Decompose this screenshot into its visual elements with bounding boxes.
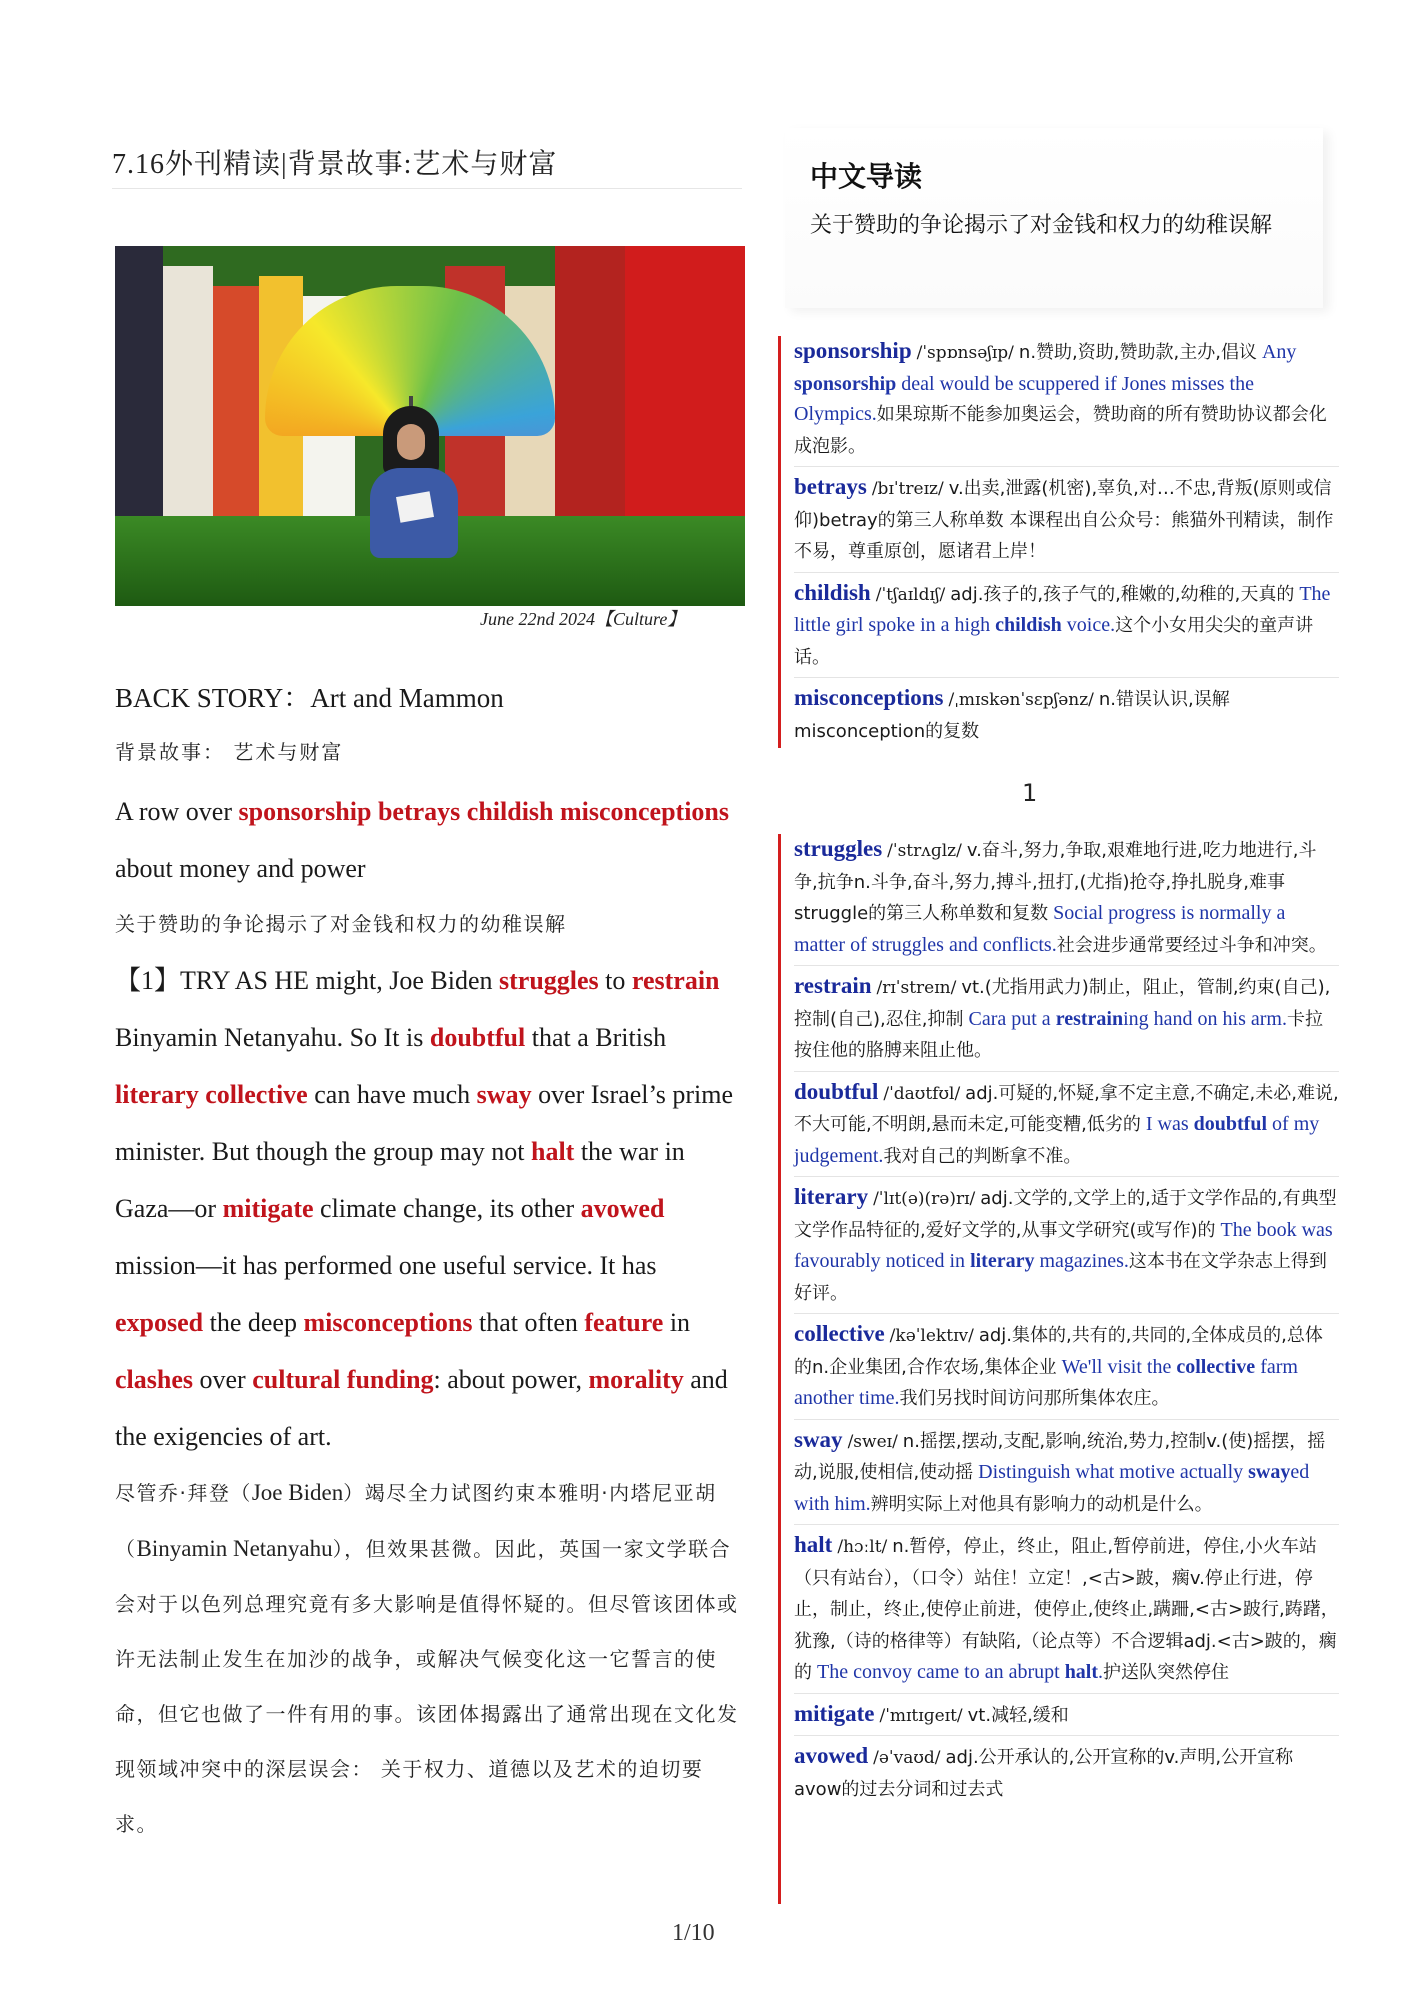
text-run: that often	[472, 1308, 585, 1337]
text-run: climate change, its other	[313, 1194, 581, 1223]
vocab-translation: 辨明实际上对他具有影响力的动机是什么。	[870, 1493, 1213, 1515]
keyword: sponsorship	[238, 797, 372, 826]
vocab-entry	[794, 1699, 1339, 1732]
vocab-word: childish	[794, 579, 871, 605]
vocab-entry	[794, 1741, 1339, 1805]
vocab-definition: n.摇摆,摆动,支配,影响,统治,势力,控制v.(使)摇摆，摇动,说服,使相信,使动摇	[794, 1430, 1326, 1483]
vocab-example: Any	[1261, 341, 1297, 363]
vocab-phonetic: /əˈvaʊd/	[873, 1748, 941, 1768]
document-title: 7.16外刊精读|背景故事:艺术与财富	[112, 149, 558, 180]
entry-divider	[794, 466, 1339, 467]
text-run: and the exigencies of art.	[115, 1365, 728, 1451]
keyword: restrain	[631, 966, 720, 995]
text-run: to	[598, 966, 632, 995]
vocab-example: The little girl spoke in a high	[794, 582, 1331, 636]
article-title-cn: 背景故事： 艺术与财富	[115, 740, 344, 764]
vocab-example: I was	[1145, 1113, 1194, 1135]
vocab-translation: 这个小女用尖尖的童声讲话。	[794, 615, 1314, 668]
vocab-example: collective	[1176, 1355, 1256, 1378]
vocab-entry	[794, 1425, 1339, 1521]
vocab-phonetic: /ˈspɒnsəʃɪp/	[916, 343, 1014, 363]
keyword: sway	[476, 1080, 532, 1109]
text-run: over	[193, 1365, 253, 1394]
article-subtitle	[115, 783, 740, 897]
book-spine-2	[163, 266, 213, 536]
vocab-example: halt	[1064, 1661, 1099, 1683]
vocab-definition: n.暂停，停止，终止，阻止,暂停前进，停住,小火车站（只有站台），（口令）站住！立定！,<古>跛，瘸v.停止行进，停止，制止，终止,使停止前进，使停止,使终止,蹒跚,<古>跛行,踌躇，犹豫,（诗的格律等）有缺陷,（论点等）不合逻辑adj.<古>跛的，瘸的	[794, 1536, 1339, 1683]
vocab-phonetic: /ˈlɪt(ə)(rə)rɪ/	[873, 1189, 976, 1209]
vocab-block-1	[778, 336, 1339, 748]
reader-face	[397, 424, 425, 460]
vocab-phonetic: /ˈdaʊtfʊl/	[883, 1083, 961, 1104]
entry-divider	[794, 965, 1339, 966]
vocab-example: Social progress is normally a matter of struggles and conflicts.	[794, 902, 1286, 956]
entry-divider	[794, 1176, 1339, 1177]
vocab-phonetic: /ˈstrʌɡlz/	[887, 841, 962, 861]
entry-divider	[794, 677, 1339, 678]
vocab-phonetic: /hɔːlt/	[837, 1537, 888, 1557]
text-run: over Israel’s prime minister. But though the group may not	[115, 1080, 734, 1166]
vocab-entry	[794, 1182, 1339, 1309]
latin-name: Binyamin Netanyahu	[136, 1536, 333, 1561]
article-subtitle-cn: 关于赞助的争论揭示了对金钱和权力的幼稚误解	[115, 912, 567, 936]
vocab-example: magazines.	[1034, 1250, 1129, 1272]
text-run: : about power,	[433, 1365, 589, 1394]
vocab-example: The convoy came to an abrupt	[817, 1661, 1065, 1683]
vocab-example: restrain	[1055, 1007, 1124, 1030]
keyword: misconceptions	[560, 797, 729, 826]
vocab-definition: n.错误认识,误解 misconception的复数	[794, 689, 1230, 742]
latin-name: Joe Biden	[251, 1480, 344, 1505]
vocab-phonetic: /bɪˈtreɪz/	[871, 479, 944, 499]
vocab-example: farm another time.	[794, 1355, 1298, 1409]
vocab-word: sway	[794, 1426, 843, 1452]
vocab-example: deal would be scuppered if Jones misses the Olympics.	[794, 372, 1254, 425]
vocab-example: ed with him.	[794, 1461, 1310, 1515]
vocab-phonetic: /kəˈlektɪv/	[889, 1326, 974, 1346]
article-body	[115, 783, 740, 1852]
keyword: struggles	[499, 966, 599, 995]
guide-text: 关于赞助的争论揭示了对金钱和权力的幼稚误解	[810, 213, 1273, 238]
vocab-definition: v.出卖,泄露(机密),辜负,对…不忠,背叛(原则或信仰)betray的第三人称单数 本课程出自公众号：熊猫外刊精读，制作不易，尊重原创，愿诸君上岸！	[794, 478, 1334, 562]
vocab-word: struggles	[794, 836, 883, 861]
vocab-word: mitigate	[794, 1700, 875, 1726]
vocab-phonetic: /rɪˈstreɪn/	[876, 978, 957, 998]
vocab-phonetic: /ˌmɪskənˈsɛpʃənz/	[948, 690, 1094, 710]
vocab-word: collective	[794, 1321, 885, 1346]
guide-title: 中文导读	[810, 160, 923, 193]
vocab-example: sway	[1248, 1461, 1291, 1483]
text-run: the war in Gaza—or	[115, 1137, 685, 1223]
vocab-word: betrays	[794, 474, 867, 499]
text-run: 【1】TRY AS HE might, Joe Biden	[115, 966, 499, 995]
vocab-example: The book was favourably noticed in	[794, 1218, 1333, 1272]
entry-divider	[794, 1693, 1339, 1694]
text-run: the deep	[203, 1308, 304, 1337]
vocab-block-2	[778, 834, 1339, 1904]
page-number: 1/10	[672, 1920, 715, 1946]
book-spine-8	[555, 246, 625, 536]
vocab-definition: adj.集体的,共有的,共同的,全体成员的,总体的n.企业集团,合作农场,集体企业	[794, 1325, 1323, 1378]
image-caption: June 22nd 2024【Culture】	[480, 609, 686, 629]
vocab-example: Cara put a	[968, 1007, 1056, 1030]
vocab-entry	[794, 578, 1339, 674]
text-run: Binyamin Netanyahu. So It is	[115, 1023, 430, 1052]
paragraph-1-en	[115, 952, 740, 1465]
keyword: literary	[115, 1080, 199, 1109]
paragraph-1-cn	[115, 1465, 740, 1852]
text-run: mission—it has performed one useful service. It has	[115, 1251, 657, 1280]
cn-run: 尽管乔·拜登（	[115, 1481, 252, 1505]
vocab-word: restrain	[794, 973, 872, 998]
text-run: can have much	[307, 1080, 477, 1109]
vocab-word: sponsorship	[794, 338, 912, 363]
vocab-word: halt	[794, 1532, 833, 1557]
entry-divider	[794, 572, 1339, 573]
keyword: collective	[205, 1080, 308, 1109]
article-title-en: BACK STORY：Art and Mammon	[115, 683, 504, 713]
keyword: cultural funding	[252, 1365, 434, 1394]
vocab-definition: adj.公开承认的,公开宣称的v.声明,公开宣称avow的过去分词和过去式	[794, 1747, 1294, 1800]
title-divider	[112, 188, 742, 189]
cn-run: ），但效果甚微。因此，英国一家文学联合会对于以色列总理究竟有多大影响是值得怀疑的。但尽管该团体或许无法制止发生在加沙的战争，或解决气候变化这一它誓言的使命，但它也做了一件有用的事。该团体揭露出了通常出现在文化发现领域冲突中的深层误会： 关于权力、道德以及艺术的迫切要求。	[115, 1537, 739, 1836]
text-run: about money and power	[115, 854, 366, 883]
vocab-translation: 护送队突然停住	[1103, 1662, 1230, 1683]
vocab-entry	[794, 971, 1339, 1067]
vocab-translation: 社会进步通常要经过斗争和冲突。	[1056, 934, 1327, 956]
vocab-word: doubtful	[794, 1078, 879, 1104]
vocab-entry	[794, 1077, 1339, 1173]
vocab-translation: 我对自己的判断拿不准。	[883, 1145, 1082, 1167]
vocab-definition: n.赞助,资助,赞助款,主办,倡议	[1018, 342, 1257, 363]
vocab-entry	[794, 683, 1339, 747]
vocab-entry	[794, 834, 1339, 961]
vocab-page-number: 1	[1022, 779, 1038, 807]
keyword: avowed	[580, 1194, 665, 1223]
text-run: in	[663, 1308, 691, 1337]
vocab-word: literary	[794, 1184, 869, 1209]
vocab-translation: 卡拉按住他的胳膊来阻止他。	[794, 1008, 1323, 1061]
text-run: that a British	[525, 1023, 667, 1052]
vocab-phonetic: /ˈtʃaɪldɪʃ/	[875, 584, 946, 605]
vocab-phonetic: /ˈmɪtɪɡeɪt/	[879, 1705, 963, 1726]
entry-divider	[794, 1071, 1339, 1072]
cn-run: ）竭尽全力试图约束本雅明·内塔尼亚胡（	[115, 1481, 717, 1561]
entry-divider	[794, 1735, 1339, 1736]
vocab-definition: adj.孩子的,孩子气的,稚嫩的,幼稚的,天真的	[950, 583, 1295, 605]
book-spine-9	[625, 246, 745, 536]
vocab-entry	[794, 1319, 1339, 1415]
vocab-word: avowed	[794, 1743, 869, 1768]
vocab-definition: v.奋斗,努力,争取,艰难地行进,吃力地进行,斗争,抗争n.斗争,奋斗,努力,搏斗,扭打,(尤指)抢夺,挣扎脱身,难事struggle的第三人称单数和复数	[794, 840, 1317, 924]
vocab-definition: adj.文学的,文学上的,适于文学作品的,有典型文学作品特征的,爱好文学的,从事文学研究(或写作)的	[794, 1188, 1337, 1241]
vocab-definition: vt.(尤指用武力)制止，阻止，管制,约束(自己),控制(自己),忍住,抑制	[794, 977, 1331, 1030]
vocab-example: sponsorship	[794, 372, 897, 395]
entry-divider	[794, 1524, 1339, 1525]
keyword: morality	[588, 1365, 684, 1394]
vocab-translation: 我们另找时间访问那所集体农庄。	[899, 1388, 1170, 1409]
keyword: mitigate	[222, 1194, 314, 1223]
vocab-word: misconceptions	[794, 685, 944, 710]
vocab-entry	[794, 472, 1339, 568]
keyword: misconceptions	[303, 1308, 473, 1337]
book-spine-1	[115, 246, 163, 536]
keyword: exposed	[115, 1308, 204, 1337]
vocab-example: Distinguish what motive actually	[978, 1461, 1249, 1483]
book-spine-3	[213, 286, 259, 536]
vocab-example: doubtful	[1193, 1113, 1268, 1135]
vocab-example: .	[1098, 1661, 1104, 1683]
vocab-translation: 这本书在文学杂志上得到好评。	[794, 1251, 1327, 1304]
vocab-example: voice.	[1061, 614, 1116, 636]
vocab-translation: 如果琼斯不能参加奥运会，赞助商的所有赞助协议都会化成泡影。	[794, 404, 1327, 457]
keyword: doubtful	[429, 1023, 526, 1052]
vocab-example: childish	[995, 614, 1062, 636]
vocab-entry	[794, 1530, 1339, 1689]
hero-image	[115, 246, 745, 606]
entry-divider	[794, 1419, 1339, 1420]
vocab-definition: adj.可疑的,怀疑,拿不定主意,不确定,未必,难说,不大可能,不明朗,悬而未定,可能变糟,低劣的	[794, 1082, 1339, 1135]
keyword: childish	[466, 797, 554, 826]
keyword: clashes	[115, 1365, 193, 1394]
keyword: betrays	[377, 797, 461, 826]
keyword: halt	[530, 1137, 575, 1166]
vocab-entry	[794, 336, 1339, 462]
vocab-example: of my judgement.	[794, 1113, 1320, 1167]
entry-divider	[794, 1313, 1339, 1314]
text-run: A row over	[115, 797, 239, 826]
vocab-example: ing hand on his arm.	[1123, 1007, 1287, 1030]
vocab-phonetic: /sweɪ/	[847, 1431, 898, 1452]
vocab-example: literary	[970, 1250, 1035, 1272]
vocab-example: We'll visit the	[1061, 1355, 1177, 1378]
vocab-definition: vt.减轻,缓和	[967, 1704, 1069, 1726]
keyword: feature	[584, 1308, 664, 1337]
